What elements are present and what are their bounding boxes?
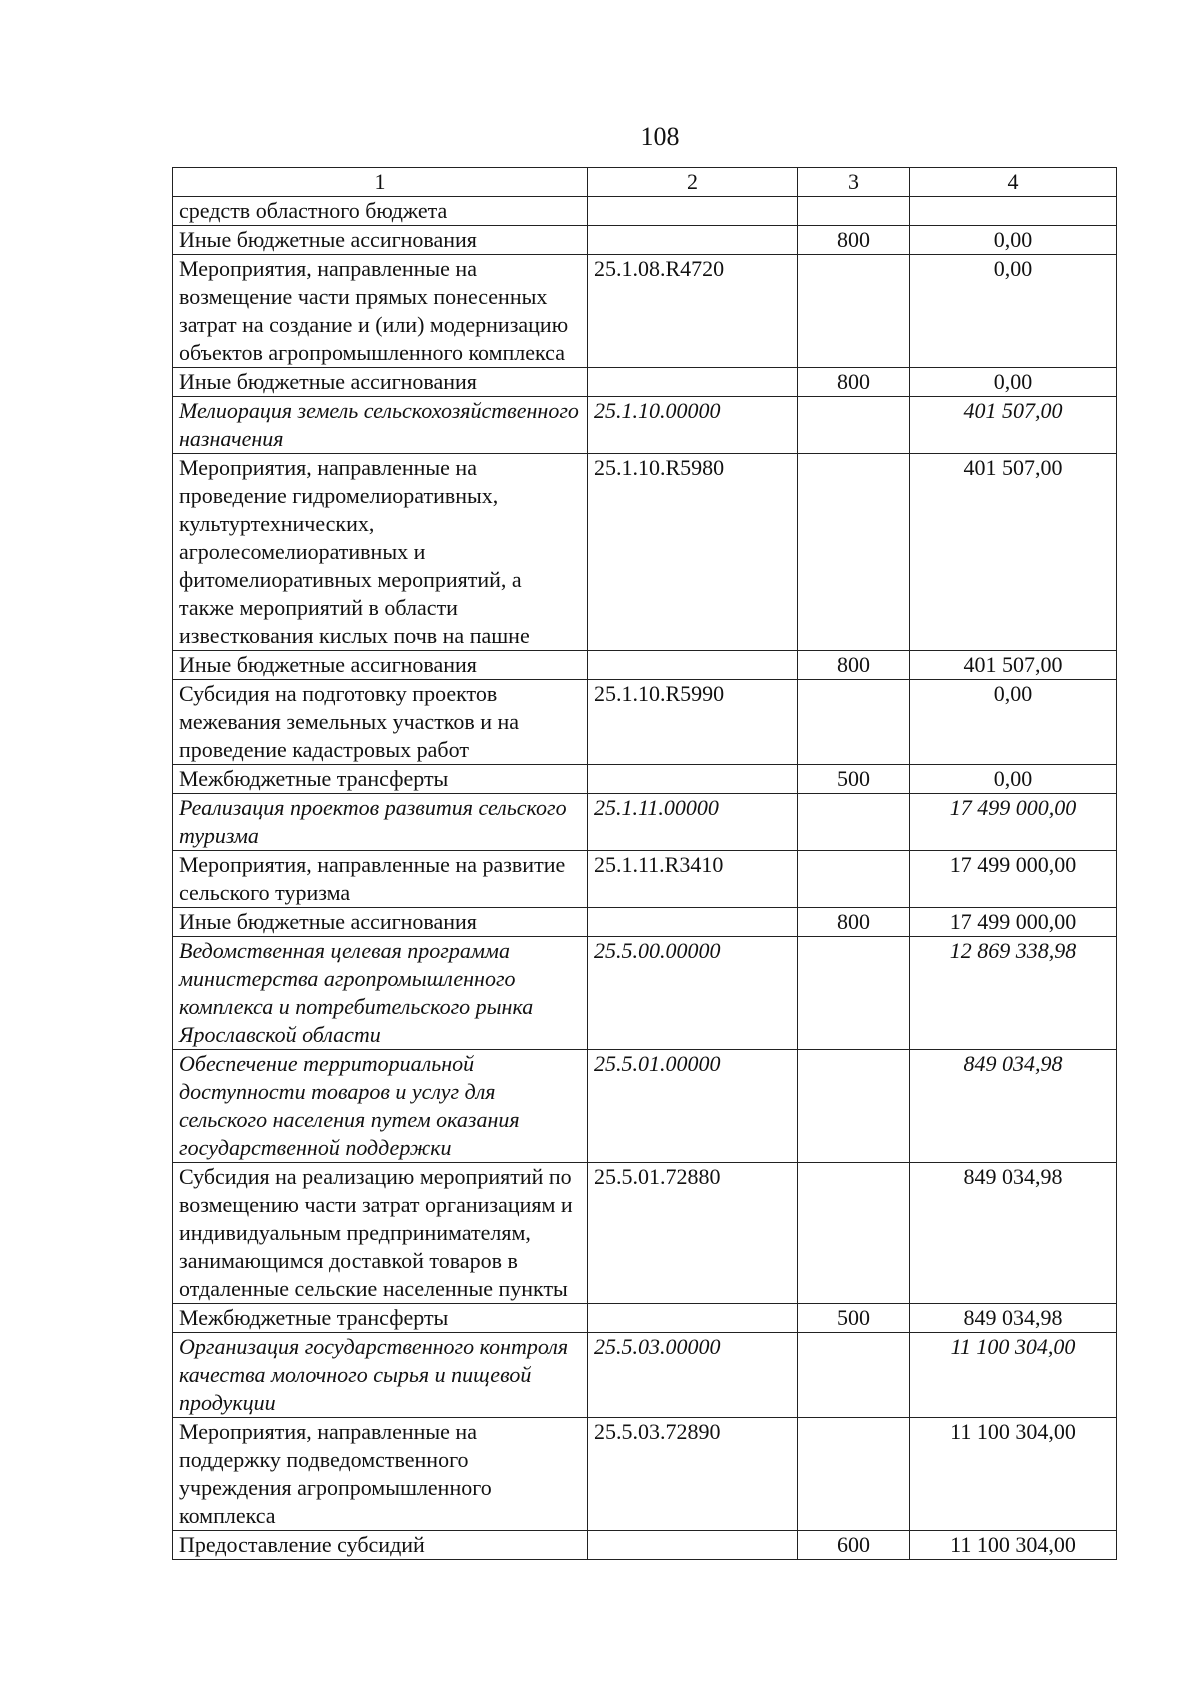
row-name-cell: Предоставление субсидий [173, 1531, 588, 1560]
row-amount-cell: 17 499 000,00 [910, 851, 1117, 908]
row-expense-type-cell: 500 [798, 765, 910, 794]
row-expense-type-cell [798, 1418, 910, 1531]
row-expense-type-cell [798, 794, 910, 851]
row-amount-cell: 0,00 [910, 226, 1117, 255]
row-amount-cell: 17 499 000,00 [910, 908, 1117, 937]
row-expense-type-cell: 500 [798, 1304, 910, 1333]
table-row [173, 680, 1117, 765]
table-row [173, 1304, 1117, 1333]
row-expense-type-cell [798, 197, 910, 226]
row-expense-type-cell [798, 255, 910, 368]
row-code-cell: 25.5.03.00000 [588, 1333, 798, 1418]
row-name-cell: Мероприятия, направленные на развитие сельского туризма [173, 851, 588, 908]
row-expense-type-cell: 600 [798, 1531, 910, 1560]
budget-table-body [173, 168, 1117, 1560]
row-code-cell: 25.1.11.R3410 [588, 851, 798, 908]
row-code-cell: 25.5.03.72890 [588, 1418, 798, 1531]
row-code-cell [588, 197, 798, 226]
row-name-cell: Мероприятия, направленные на возмещение части прямых понесенных затрат на создание и (или) модернизацию объектов агропромышленного комплекса [173, 255, 588, 368]
row-expense-type-cell [798, 454, 910, 651]
row-amount-cell: 0,00 [910, 255, 1117, 368]
row-amount-cell: 401 507,00 [910, 454, 1117, 651]
row-name-cell: Обеспечение территориальной доступности товаров и услуг для сельского населения путем оказания государственной поддержки [173, 1050, 588, 1163]
table-row [173, 197, 1117, 226]
row-name-cell: Иные бюджетные ассигнования [173, 908, 588, 937]
row-name-cell: Мероприятия, направленные на проведение гидромелиоративных, культуртехнических, агролесомелиоративных и фитомелиоративных мероприятий, а также мероприятий в области известкования кислых почв на пашне [173, 454, 588, 651]
table-row [173, 1333, 1117, 1418]
table-row [173, 937, 1117, 1050]
table-row [173, 397, 1117, 454]
row-name-cell: Субсидия на реализацию мероприятий по возмещению части затрат организациям и индивидуальным предпринимателям, занимающимся доставкой товаров в отдаленные сельские населенные пункты [173, 1163, 588, 1304]
table-row [173, 765, 1117, 794]
header-cell-1: 1 [173, 168, 588, 197]
row-code-cell [588, 1304, 798, 1333]
table-row [173, 1163, 1117, 1304]
table-row [173, 454, 1117, 651]
row-code-cell [588, 651, 798, 680]
row-code-cell [588, 226, 798, 255]
row-code-cell: 25.1.10.R5980 [588, 454, 798, 651]
row-code-cell: 25.1.08.R4720 [588, 255, 798, 368]
row-code-cell [588, 1531, 798, 1560]
row-amount-cell: 11 100 304,00 [910, 1333, 1117, 1418]
row-code-cell: 25.1.11.00000 [588, 794, 798, 851]
row-expense-type-cell: 800 [798, 368, 910, 397]
row-amount-cell: 849 034,98 [910, 1050, 1117, 1163]
row-name-cell: Субсидия на подготовку проектов межевания земельных участков и на проведение кадастровых работ [173, 680, 588, 765]
header-cell-3: 3 [798, 168, 910, 197]
table-row [173, 1418, 1117, 1531]
row-code-cell [588, 765, 798, 794]
row-code-cell: 25.5.01.00000 [588, 1050, 798, 1163]
row-name-cell: Межбюджетные трансферты [173, 1304, 588, 1333]
row-amount-cell: 0,00 [910, 680, 1117, 765]
row-code-cell: 25.5.00.00000 [588, 937, 798, 1050]
row-expense-type-cell [798, 851, 910, 908]
row-expense-type-cell [798, 1163, 910, 1304]
header-cell-2: 2 [588, 168, 798, 197]
row-name-cell: Реализация проектов развития сельского туризма [173, 794, 588, 851]
row-code-cell: 25.1.10.R5990 [588, 680, 798, 765]
row-expense-type-cell [798, 680, 910, 765]
row-code-cell: 25.1.10.00000 [588, 397, 798, 454]
row-amount-cell: 11 100 304,00 [910, 1418, 1117, 1531]
row-amount-cell: 17 499 000,00 [910, 794, 1117, 851]
table-row [173, 226, 1117, 255]
table-row [173, 794, 1117, 851]
row-expense-type-cell [798, 397, 910, 454]
row-amount-cell: 11 100 304,00 [910, 1531, 1117, 1560]
row-code-cell [588, 368, 798, 397]
row-expense-type-cell: 800 [798, 908, 910, 937]
row-expense-type-cell [798, 937, 910, 1050]
table-row [173, 851, 1117, 908]
row-code-cell: 25.5.01.72880 [588, 1163, 798, 1304]
row-name-cell: Иные бюджетные ассигнования [173, 651, 588, 680]
row-expense-type-cell [798, 1050, 910, 1163]
table-row [173, 908, 1117, 937]
row-name-cell: Межбюджетные трансферты [173, 765, 588, 794]
row-name-cell: Мероприятия, направленные на поддержку подведомственного учреждения агропромышленного комплекса [173, 1418, 588, 1531]
table-header-row [173, 168, 1117, 197]
row-name-cell: средств областного бюджета [173, 197, 588, 226]
row-code-cell [588, 908, 798, 937]
table-row [173, 1050, 1117, 1163]
row-amount-cell: 12 869 338,98 [910, 937, 1117, 1050]
table-row [173, 368, 1117, 397]
row-name-cell: Мелиорация земель сельскохозяйственного назначения [173, 397, 588, 454]
table-row [173, 255, 1117, 368]
row-name-cell: Ведомственная целевая программа министерства агропромышленного комплекса и потребительского рынка Ярославской области [173, 937, 588, 1050]
budget-table [172, 167, 1117, 1560]
row-amount-cell: 849 034,98 [910, 1304, 1117, 1333]
row-amount-cell: 0,00 [910, 368, 1117, 397]
row-amount-cell: 849 034,98 [910, 1163, 1117, 1304]
row-amount-cell: 0,00 [910, 765, 1117, 794]
row-expense-type-cell: 800 [798, 651, 910, 680]
row-expense-type-cell: 800 [798, 226, 910, 255]
row-amount-cell [910, 197, 1117, 226]
table-row [173, 1531, 1117, 1560]
row-name-cell: Иные бюджетные ассигнования [173, 368, 588, 397]
row-amount-cell: 401 507,00 [910, 397, 1117, 454]
row-expense-type-cell [798, 1333, 910, 1418]
header-cell-4: 4 [910, 168, 1117, 197]
row-name-cell: Организация государственного контроля качества молочного сырья и пищевой продукции [173, 1333, 588, 1418]
row-name-cell: Иные бюджетные ассигнования [173, 226, 588, 255]
table-row [173, 651, 1117, 680]
page-number: 108 [640, 122, 680, 151]
row-amount-cell: 401 507,00 [910, 651, 1117, 680]
